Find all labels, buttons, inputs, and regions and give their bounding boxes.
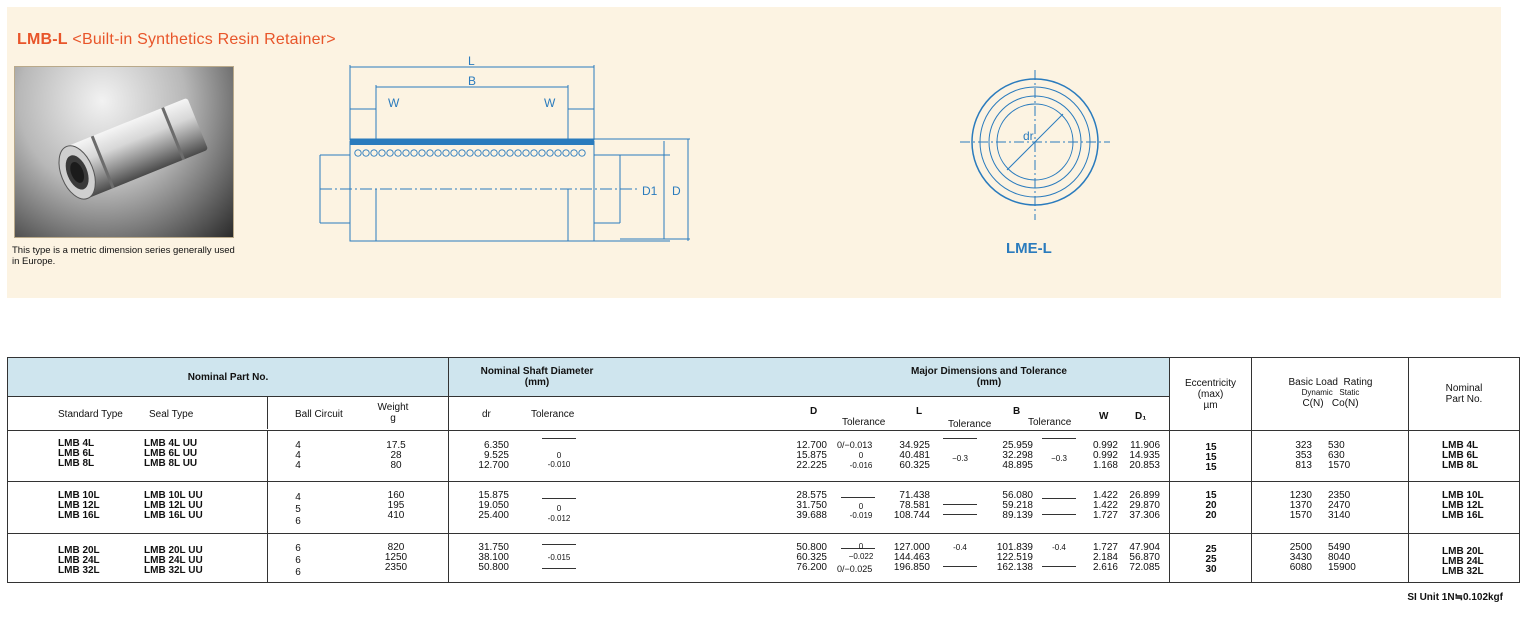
group-3-D1: 47.904 56.870 72.085 bbox=[1129, 542, 1160, 573]
group-2-D-tol-2-lower: -0.019 bbox=[849, 511, 873, 520]
group-3-parts bbox=[8, 534, 449, 583]
si-unit-note: SI Unit 1N≒0.102kgf bbox=[1407, 592, 1503, 603]
group-1-nominal: LMB 4L LMB 6L LMB 8L bbox=[1409, 431, 1520, 482]
group-3-seal: LMB 20L UU LMB 24L UU LMB 32L UU bbox=[144, 545, 203, 576]
subheader-dr-tolerance: Tolerance bbox=[531, 409, 575, 420]
subheader-B-tolerance: Tolerance bbox=[1028, 417, 1072, 428]
label-W-right: W bbox=[544, 96, 556, 110]
end-view-label: LME-L bbox=[1006, 240, 1052, 257]
group-2-D: 28.575 31.750 39.688 bbox=[796, 490, 827, 521]
header-basic-load-rating bbox=[1252, 358, 1409, 431]
label-B: B bbox=[468, 74, 477, 88]
header-nominal-part-no: Nominal Part No. bbox=[8, 358, 449, 397]
group-2-load-rating bbox=[1252, 482, 1409, 534]
group-2-C: 1230 1370 1570 bbox=[1289, 490, 1312, 521]
group-2-dr-tol-upper: 0 bbox=[556, 504, 562, 513]
table-row-group-1 bbox=[8, 431, 1520, 482]
group-3-dimensions bbox=[449, 534, 1170, 583]
group-2-dr: 15.875 19.050 25.400 bbox=[478, 490, 509, 521]
group-3-D: 50.800 60.325 76.200 bbox=[796, 542, 827, 573]
subheader-L-tolerance: Tolerance bbox=[948, 419, 992, 430]
bearing-side-drawing bbox=[300, 55, 720, 255]
group-2-Co: 2350 2470 3140 bbox=[1328, 490, 1351, 521]
group-3-weight: 820 1250 2350 bbox=[384, 542, 408, 573]
group-3-dr-tol: -0.015 bbox=[547, 553, 571, 562]
group-2-standard: LMB 10L LMB 12L LMB 16L bbox=[58, 490, 100, 521]
subheader-part-columns bbox=[8, 397, 449, 431]
group-1-D1: 11.906 14.935 20.853 bbox=[1129, 440, 1160, 471]
label-D1: D1 bbox=[642, 184, 658, 198]
subheader-W: W bbox=[1099, 411, 1109, 422]
group-1-L-tol: −0.3 bbox=[952, 454, 968, 463]
group-1-B-tol: −0.3 bbox=[1051, 454, 1067, 463]
group-1-seal: LMB 4L UU LMB 6L UU LMB 8L UU bbox=[144, 438, 198, 469]
group-3-D-tol-2-upper: 0 bbox=[858, 542, 864, 551]
group-3-D-tol-3: 0/−0.025 bbox=[837, 564, 873, 574]
group-2-dr-tol-lower: -0.012 bbox=[547, 514, 571, 523]
table-row-group-2 bbox=[8, 482, 1520, 534]
subheader-standard-type: Standard Type bbox=[58, 409, 123, 420]
header-shaft-diameter: Nominal Shaft Diameter (mm) bbox=[480, 366, 594, 388]
group-1-D-tol-2-upper: 0 bbox=[858, 451, 864, 460]
group-1-Co: 530 630 1570 bbox=[1328, 440, 1351, 471]
group-2-D-tol-2-upper: 0 bbox=[858, 502, 864, 511]
group-3-eccentricity: 25 25 30 bbox=[1170, 534, 1252, 583]
group-1-D-tol-2-lower: -0.016 bbox=[849, 461, 873, 470]
group-1-weight: 17.5 28 80 bbox=[386, 440, 406, 471]
label-W-left: W bbox=[388, 96, 400, 110]
label-D: D bbox=[672, 184, 681, 198]
group-2-W: 1.422 1.422 1.727 bbox=[1092, 490, 1118, 521]
title-model: LMB-L bbox=[17, 31, 68, 48]
group-3-L-tol: -0.4 bbox=[953, 543, 967, 552]
group-1-W: 0.992 0.992 1.168 bbox=[1092, 440, 1118, 471]
subheader-weight: Weight g bbox=[377, 402, 409, 424]
group-1-standard: LMB 4L LMB 6L LMB 8L bbox=[58, 438, 95, 469]
group-3-load-rating bbox=[1252, 534, 1409, 583]
group-1-D-tol-1: 0/−0.013 bbox=[837, 440, 873, 450]
group-3-Co: 5490 8040 15900 bbox=[1328, 542, 1356, 573]
table-row-group-3 bbox=[8, 534, 1520, 583]
group-3-ball-circuit: 6 6 6 bbox=[295, 543, 301, 578]
group-2-nominal: LMB 10L LMB 12L LMB 16L bbox=[1409, 482, 1520, 534]
group-1-L: 34.925 40.481 60.325 bbox=[899, 440, 930, 471]
group-1-dr-tol-lower: -0.010 bbox=[547, 460, 571, 469]
bearing-photo-illustration bbox=[15, 67, 233, 237]
group-3-C: 2500 3430 6080 bbox=[1289, 542, 1312, 573]
subheader-dimension-columns bbox=[449, 397, 1170, 431]
group-3-W: 1.727 2.184 2.616 bbox=[1092, 542, 1118, 573]
group-1-B: 25.959 32.298 48.895 bbox=[1002, 440, 1033, 471]
header-shaft-and-dimensions bbox=[449, 358, 1170, 397]
label-L: L bbox=[468, 55, 475, 68]
group-2-eccentricity: 15 20 20 bbox=[1170, 482, 1252, 534]
group-2-B: 56.080 59.218 89.139 bbox=[1002, 490, 1033, 521]
subheader-D-tolerance: Tolerance bbox=[842, 417, 886, 428]
group-2-L: 71.438 78.581 108.744 bbox=[893, 490, 930, 521]
header-major-dimensions: Major Dimensions and Tolerance (mm) bbox=[911, 366, 1067, 388]
group-3-D-tol-2-lower: −0.022 bbox=[848, 552, 874, 561]
group-1-D: 12.700 15.875 22.225 bbox=[796, 440, 827, 471]
group-1-dr-tol-upper: 0 bbox=[556, 451, 562, 460]
group-3-L: 127.000 144.463 196.850 bbox=[893, 542, 930, 573]
group-2-ball-circuit: 4 5 6 bbox=[295, 492, 301, 527]
load-rating-units: C(N) Co(N) bbox=[1302, 398, 1359, 409]
subheader-dr: dr bbox=[482, 409, 491, 420]
group-1-dimensions bbox=[449, 431, 1170, 482]
header-eccentricity: Eccentricity (max) µm bbox=[1170, 358, 1252, 431]
product-photo bbox=[14, 66, 234, 238]
group-2-seal: LMB 10L UU LMB 12L UU LMB 16L UU bbox=[144, 490, 203, 521]
group-1-eccentricity: 15 15 15 bbox=[1170, 431, 1252, 482]
group-3-standard: LMB 20L LMB 24L LMB 32L bbox=[58, 545, 100, 576]
group-1-C: 323 353 813 bbox=[1295, 440, 1312, 471]
subheader-seal-type: Seal Type bbox=[149, 409, 194, 420]
group-1-ball-circuit: 4 4 4 bbox=[295, 440, 301, 471]
header-nominal-part-no-right: Nominal Part No. bbox=[1409, 358, 1520, 431]
group-1-dr: 6.350 9.525 12.700 bbox=[478, 440, 509, 471]
group-2-weight: 160 195 410 bbox=[387, 490, 405, 521]
product-note: This type is a metric dimension series generally used in Europe. bbox=[12, 245, 235, 267]
subheader-L: L bbox=[916, 406, 923, 417]
group-2-dimensions bbox=[449, 482, 1170, 534]
load-rating-dynamic-static: Dynamic Static bbox=[1301, 388, 1360, 397]
group-3-nominal: LMB 20L LMB 24L LMB 32L bbox=[1409, 534, 1520, 583]
group-2-D1: 26.899 29.870 37.306 bbox=[1129, 490, 1160, 521]
group-1-load-rating bbox=[1252, 431, 1409, 482]
group-3-B: 101.839 122.519 162.138 bbox=[996, 542, 1033, 573]
spec-table bbox=[7, 357, 1520, 583]
subheader-D: D bbox=[810, 406, 818, 417]
subheader-B: B bbox=[1013, 406, 1021, 417]
group-3-dr: 31.750 38.100 50.800 bbox=[478, 542, 509, 573]
label-dr: dr bbox=[1023, 129, 1034, 143]
product-title bbox=[17, 31, 336, 49]
group-3-B-tol: -0.4 bbox=[1052, 543, 1066, 552]
load-rating-title: Basic Load Rating bbox=[1288, 377, 1373, 388]
title-description: <Built-in Synthetics Resin Retainer> bbox=[67, 31, 336, 48]
group-2-parts bbox=[8, 482, 449, 534]
group-1-parts bbox=[8, 431, 449, 482]
subheader-D1: D₁ bbox=[1135, 411, 1147, 422]
subheader-ball-circuit: Ball Circuit bbox=[295, 409, 343, 420]
bearing-end-view bbox=[960, 70, 1110, 220]
